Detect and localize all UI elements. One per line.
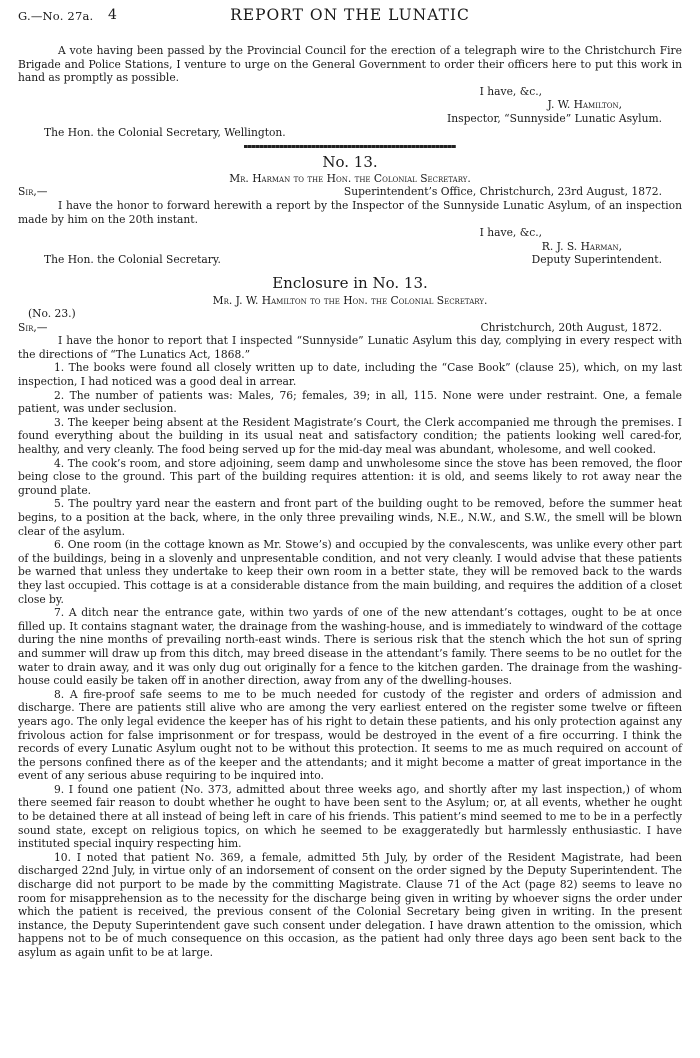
- report-paragraph-2: 2. The number of patients was: Males, 76; females, 39; in all, 115. None were under restraint. One, a female patient, was under seclusion.: [18, 388, 682, 416]
- report-paragraph-10: 10. I noted that patient No. 369, a female, admitted 5th July, by order of the Resident Magistrate, had been discharged 22nd July, in virtue only of an indorsement of consent on the order signed by the Deputy Superintendent. The discharge did not purport to be made by the committing Magistrate. Clause 71 of the Act (page 82) seems to leave no room for misapprehension as to the necessity for the discharge being given in writing by whoever signs the order under which the patient is received, the previous consent of the Colonial Secretary being given in writing. In the present instance, the Deputy Superintendent gave such consent under delegation. I have drawn attention to the omission, which happens not to be of much consequence on this occasion, as the patient had only three days ago been sent back to the asylum as again unfit to be at large.: [18, 850, 682, 959]
- enclosure-heading: Enclosure in No. 13.: [272, 273, 428, 292]
- letter-place-date: Superintendent’s Office, Christchurch, 23rd August, 1872.: [343, 185, 662, 199]
- section-divider: [244, 145, 456, 148]
- top-letter-body: A vote having been passed by the Provincial Council for the erection of a telegraph wire to the Christchurch Fire Brigade and Police Stations, I venture to urge on the General Government to order their officers here to put this work in hand as promptly as possible.: [18, 44, 682, 85]
- enclosure-subheading: Mr. J. W. Hamilton to the Hon. the Colonial Secretary.: [212, 293, 488, 307]
- letter-footer-row: [18, 253, 682, 267]
- report-paragraph-3: 3. The keeper being absent at the Resident Magistrate’s Court, the Clerk accompanied me through the premises. I found everything about the building in its usual neat and satisfactory condition; the patients looking well cared-for, healthy, and very cleanly. The food being served up for the mid-day meal was abundant, wholesome, and well cooked.: [18, 415, 682, 457]
- top-letter-closing: I have, &c.,: [479, 84, 542, 98]
- letter-signatory-title: Deputy Superintendent.: [531, 253, 662, 267]
- top-letter-signatory: J. W. Hamilton,: [547, 98, 622, 112]
- report-paragraph-8: 8. A fire-proof safe seems to me to be much needed for custody of the register and orders of admission and discharge. There are patients still alive who are among the very earliest entered on the register some twelve or fifteen years ago. The only legal evidence the keeper has of his right to detain these patients, and his only protection against any frivolous action for false imprisonment or for trespass, would be destroyed in the event of a fire occurring. I think the records of every Lunatic Asylum ought not to be without this protection. It seems to me as much required on account of the persons confined there as of the keeper and the attendants; and it might become a matter of great importance in the event of any serious abuse requiring to be inquired into.: [18, 687, 682, 783]
- document-body: [18, 44, 682, 960]
- letter-subheading: Mr. Harman to the Hon. the Colonial Secretary.: [229, 171, 471, 185]
- enclosure-place-date: Christchurch, 20th August, 1872.: [480, 320, 662, 334]
- letter-heading: No. 13.: [322, 153, 378, 172]
- page-number: 4: [108, 7, 117, 23]
- page-header: [18, 6, 682, 26]
- enclosure-salutation-row: [18, 321, 682, 335]
- letter-signatory: R. J. S. Harman,: [541, 239, 622, 253]
- letter-salutation: Sir,—: [18, 185, 48, 199]
- running-title: REPORT ON THE LUNATIC: [230, 6, 470, 24]
- letter-salutation-row: [18, 185, 682, 199]
- top-letter-addressee: The Hon. the Colonial Secretary, Wellington.: [44, 125, 286, 139]
- document-reference: G.—No. 27a.: [18, 9, 94, 23]
- letter-closing: I have, &c.,: [479, 226, 542, 240]
- report-paragraph-4: 4. The cook’s room, and store adjoining, seem damp and unwholesome since the stove has been removed, the floor being close to the ground. This part of the building requires attention: it is old, and seems likely to rot away near the ground plate.: [18, 456, 682, 497]
- enclosure-ref-no: (No. 23.): [28, 307, 76, 321]
- report-paragraph-6: 6. One room (in the cottage known as Mr. Stowe’s) and occupied by the convalescents, was unlike every other part of the buildings, being in a slovenly and unpresentable condition, and not very cleanly. I would advise that these patients be warned that unless they undertake to keep their own room in a better state, they will be removed back to the wards they last occupied. This cottage is at a considerable distance from the main building, and requires the addition of a closet close by.: [18, 538, 682, 606]
- letter-addressee: The Hon. the Colonial Secretary.: [44, 253, 221, 267]
- letter-body: I have the honor to forward herewith a report by the Inspector of the Sunnyside Lunatic Asylum, of an inspection made by him on the 20th instant.: [18, 198, 682, 226]
- top-letter-title: Inspector, “Sunnyside” Lunatic Asylum.: [446, 111, 662, 125]
- report-paragraph-1: 1. The books were found all closely written up to date, including the “Case Book” (clause 25), which, on my last inspection, I had noticed was a good deal in arrear.: [18, 361, 682, 389]
- enclosure-salutation: Sir,—: [18, 320, 48, 334]
- report-paragraph-9: 9. I found one patient (No. 373, admitted about three weeks ago, and shortly after my last inspection,) of whom there seemed fair reason to doubt whether he ought to have been sent to the Asylum; or, at all events, whether he ought to be detained there at all instead of being left in care of his friends. This patient’s mind seemed to me to be in a perfectly sound state, except on religious topics, on which he seemed to be exaggeratedly but harmlessly enthusiastic. I have instituted special inquiry respecting him.: [18, 782, 682, 851]
- report-paragraph-5: 5. The poultry yard near the eastern and front part of the building ought to be removed, before the summer heat begins, to a position at the back, where, in the only three prevailing winds, N.E., N.W., and S.W., the smell will be blown clear of the asylum.: [18, 497, 682, 538]
- enclosure-intro: I have the honor to report that I inspected “Sunnyside” Lunatic Asylum this day, complying in every respect with the directions of “The Lunatics Act, 1868.”: [18, 334, 682, 361]
- report-paragraph-7: 7. A ditch near the entrance gate, within two yards of one of the new attendant’s cottages, ought to be at once filled up. It contains stagnant water, the drainage from the washing-house, and is immediately to windward of the cottage during the nine months of prevailing north-east winds. There is serious risk that the stench which the hot sun of spring and summer will draw up from this ditch, may breed disease in the attendant’s family. There seems to be no outlet for the water to drain away, and it was only dug out originally for a fence to the kitchen garden. The drainage from the washing-house could easily be taken off in another direction, away from any of the dwelling-houses.: [18, 606, 682, 688]
